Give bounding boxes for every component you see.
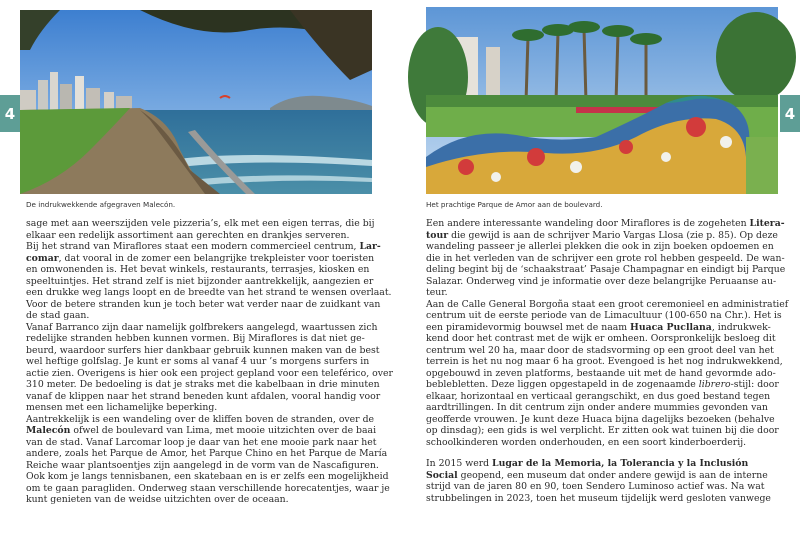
chapter-tab: 4 xyxy=(780,95,800,132)
text-line: deling begint bij de ‘schaakstraat’ Pasaje Champagnar en eindigt bij Parque xyxy=(426,264,786,275)
text-line: centrum uit de eerste periode van de Limacultuur (100-650 na Chr.). Het is xyxy=(426,310,782,321)
photo-caption: Het prachtige Parque de Amor aan de boulevard. xyxy=(426,200,603,209)
text-line: geofferde vrouwen. Je kunt deze Huaca bijna dagelijks bezoeken (behalve xyxy=(426,413,775,425)
text-line: strubbelingen in 2023, toen het museum tijdelijk werd gesloten vanwege xyxy=(426,492,771,504)
chapter-tab: 4 xyxy=(0,95,20,132)
text-line: wandeling passeer je allerlei plekken die ook in zijn boeken opdoemen en xyxy=(426,241,774,252)
malecon-cliffs-photo xyxy=(20,10,372,194)
body-text xyxy=(26,218,393,506)
text-line: elkaar, horizontaal en verticaal gerangschikt, en dus goed bestand tegen xyxy=(426,390,771,402)
text-line: tour die gewijd is aan de schrijver Mario Vargas Llosa (zie p. 85). Op deze xyxy=(426,229,778,241)
text-line: Vanaf Barranco zijn daar namelijk golfbrekers aangelegd, waartussen zich xyxy=(26,321,378,333)
text-line: teur. xyxy=(426,287,448,298)
text-line: Reiche waar plantsoentjes zijn aangelegd in de vorm van de Nascafiguren. xyxy=(26,459,379,471)
text-line: opgebouwd in zeven platforms, bestaande uit met de hand gevormde ado- xyxy=(426,367,776,379)
text-line: Aantrekkelijk is een wandeling over de kliffen boven de stranden, over de xyxy=(26,413,375,425)
text-line: terrein is het nu nog maar 6 ha groot. Evengoed is het nog indrukwekkend, xyxy=(426,356,783,367)
text-line: beurd, waardoor surfers hier dankbaar gebruik kunnen maken van de best xyxy=(26,344,380,356)
text-line: comar, dat vooral in de zomer een belangrijke trekpleister voor toeristen xyxy=(26,252,375,264)
text-line: aardtrillingen. In dit centrum zijn onder andere mummies gevonden van xyxy=(426,402,768,413)
text-line: 310 meter. De bedoeling is dat je straks met die kabelbaan in drie minuten xyxy=(26,379,380,390)
text-line: Voor de betere stranden kun je toch beter wat verder naar de zuidkant van xyxy=(26,298,381,310)
text-line: kunt genieten van de weidse uitzichten over de oceaan. xyxy=(26,494,289,505)
text-line: andere, zoals het Parque de Amor, het Parque Chino en het Parque de María xyxy=(26,448,388,459)
text-line: de stad gaan. xyxy=(26,310,90,321)
text-line: op dinsdag); een gids is wel verplicht. Er zitten ook wat tuinen bij die door xyxy=(426,425,779,436)
text-line: van de stad. Vanaf Larcomar loop je daar van het ene mooie park naar het xyxy=(26,436,377,448)
text-line: Salazar. Onderweg vind je informatie over deze belangrijke Peruaanse au- xyxy=(426,275,777,287)
text-line: een piramidevormig bouwsel met de naam Huaca Pucllana, indrukwek- xyxy=(426,321,771,333)
text-line: redelijke stranden hebben kunnen vormen. Bij Miraflores is dat niet ge- xyxy=(26,333,365,344)
photo-caption: De indrukwekkende afgegraven Malecón. xyxy=(26,200,176,209)
text-line: beblebletten. Deze liggen opgestapeld in de zogenaamde librero-stijl: door xyxy=(426,379,779,390)
parque-de-amor-photo xyxy=(426,7,778,194)
paragraph-gap xyxy=(426,448,778,458)
text-line: vanaf de klippen naar het strand beneden kunt afdalen, vooral handig voor xyxy=(26,390,381,402)
text-line: strijd van de jaren 80 en 90, toen Sendero Luminoso actief was. Na wat xyxy=(426,481,765,492)
text-line: centrum wel 20 ha, maar door de stadsvorming op een groot deel van het xyxy=(426,344,774,356)
text-line: mensen met een lichamelijke beperking. xyxy=(26,402,218,413)
text-line: kend door het contrast met de wijk er omheen. Oorspronkelijk besloeg dit xyxy=(426,333,776,344)
body-text xyxy=(426,218,789,504)
text-line: een drukke weg langs loopt en de breedte van het strand te wensen overlaat. xyxy=(26,287,392,298)
text-line: om te gaan paragliden. Onderweg staan verschillende horecatentjes, waar je xyxy=(26,482,390,494)
text-line: Ook kom je langs tennisbanen, een skatebaan en is er zelfs een mogelijkheid xyxy=(26,471,389,482)
text-line: en omwonenden is. Het bevat winkels, restaurants, terrasjes, kiosken en xyxy=(26,264,370,275)
text-line: schoolkinderen worden onderhouden, en een soort kinderboerderij. xyxy=(426,436,747,448)
text-line: Een andere interessante wandeling door Miraflores is de zogeheten Litera- xyxy=(426,218,785,229)
text-line: elkaar een redelijk assortiment aan gerechten en drankjes serveren. xyxy=(26,229,350,241)
text-line: actie zien. Overigens is hier ook een project gepland voor een teleférico, over xyxy=(26,367,393,379)
text-line: sage met aan weerszijden vele pizzeria’s, elk met een eigen terras, die bij xyxy=(26,218,375,229)
text-line: die in het verleden van de schrijver een grote rol hebben gespeeld. De wan- xyxy=(426,252,785,264)
text-line: In 2015 werd Lugar de la Memoria, la Tolerancia y la Inclusión xyxy=(426,458,749,469)
text-line: Aan de Calle General Borgoña staat een groot ceremonieel en administratief xyxy=(426,298,789,310)
text-line: Malecón ofwel de boulevard van Lima, met mooie uitzichten over de baai xyxy=(26,425,377,436)
text-line: wel heftige golfslag. Je kunt er soms al vanaf 4 uur ’s morgens surfers in xyxy=(26,356,370,367)
text-line: Social geopend, een museum dat onder andere gewijd is aan de interne xyxy=(426,469,768,481)
text-line: speeltuintjes. Het strand zelf is niet bijzonder aantrekkelijk, aangezien er xyxy=(26,275,374,287)
right-page xyxy=(400,0,800,558)
text-line: Bij het strand van Miraflores staat een modern commercieel centrum, Lar- xyxy=(26,241,381,252)
